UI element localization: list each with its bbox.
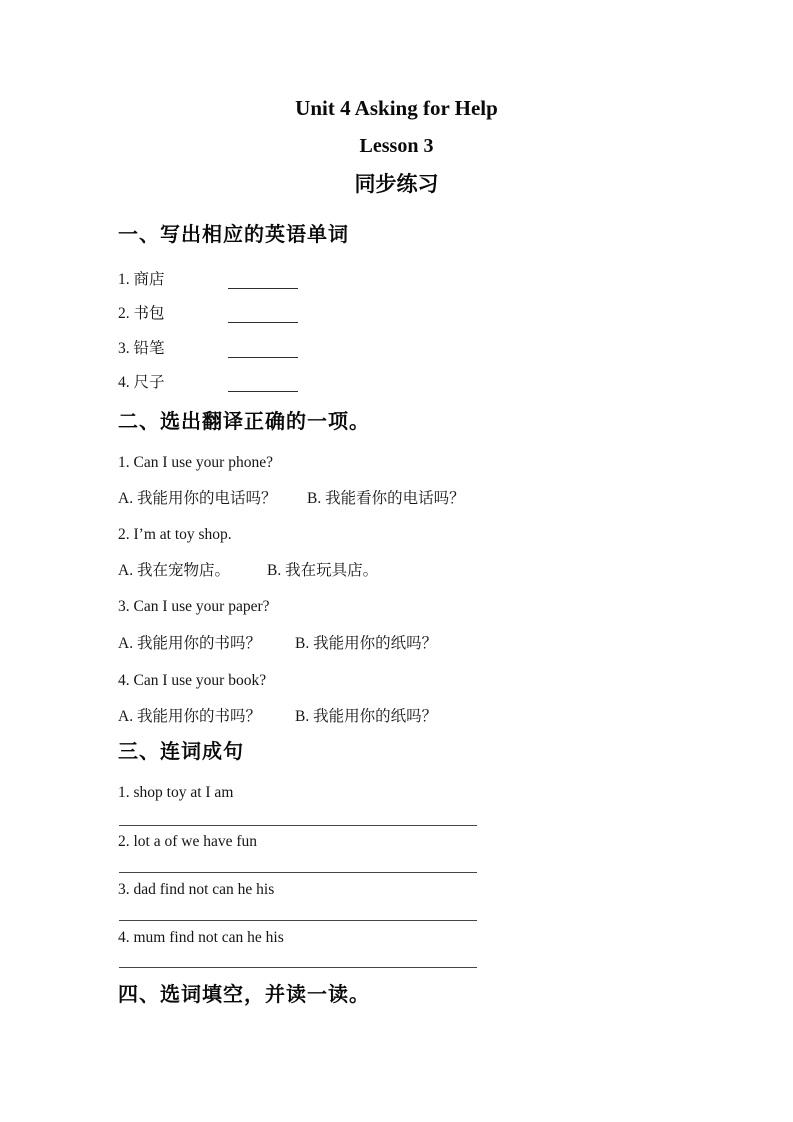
question-1-option-a: A. 我能用你的电话吗？ [118,490,277,507]
vocab-answer-blank-4 [228,373,298,392]
question-4-option-b: B. 我能用你的纸吗？ [295,708,438,725]
question-prompt-4: 4. Can I use your book? [118,672,267,689]
section-4-heading: 四、选词填空，并读一读。 [118,984,370,1006]
question-prompt-3: 3. Can I use your paper? [118,598,270,615]
question-prompt-1: 1. Can I use your phone? [118,454,273,471]
question-prompt-2: 2. I’m at toy shop. [118,526,232,543]
question-3-option-a: A. 我能用你的书吗？ [118,635,261,652]
question-2-option-a: A. 我在宠物店。 [118,562,230,579]
unscramble-item-2: 2. lot a of we have fun [118,833,258,850]
lesson-title: Lesson 3 [359,135,434,157]
answer-line-3 [119,920,477,921]
section-3-heading: 三、连词成句 [118,741,244,763]
answer-line-1 [119,825,477,826]
answer-line-4 [119,967,477,968]
question-1-option-b: B. 我能看你的电话吗？ [307,490,465,507]
vocab-item-3: 3. 铅笔 [118,340,165,357]
unscramble-item-3: 3. dad find not can he his [118,881,275,898]
section-1-heading: 一、写出相应的英语单词 [118,224,349,246]
vocab-answer-blank-3 [228,339,298,358]
vocab-answer-blank-1 [228,270,298,289]
unscramble-item-1: 1. shop toy at I am [118,784,234,801]
vocab-answer-blank-2 [228,304,298,323]
vocab-item-1: 1. 商店 [118,271,165,288]
section-2-heading: 二、选出翻译正确的一项。 [118,411,370,433]
answer-line-2 [119,872,477,873]
question-3-option-b: B. 我能用你的纸吗？ [295,635,438,652]
vocab-item-4: 4. 尺子 [118,374,165,391]
vocab-item-2: 2. 书包 [118,305,165,322]
unit-title: Unit 4 Asking for Help [295,96,498,120]
exercise-type-title: 同步练习 [354,173,439,196]
question-4-option-a: A. 我能用你的书吗？ [118,708,261,725]
unscramble-item-4: 4. mum find not can he his [118,929,284,946]
question-2-option-b: B. 我在玩具店。 [267,562,379,579]
